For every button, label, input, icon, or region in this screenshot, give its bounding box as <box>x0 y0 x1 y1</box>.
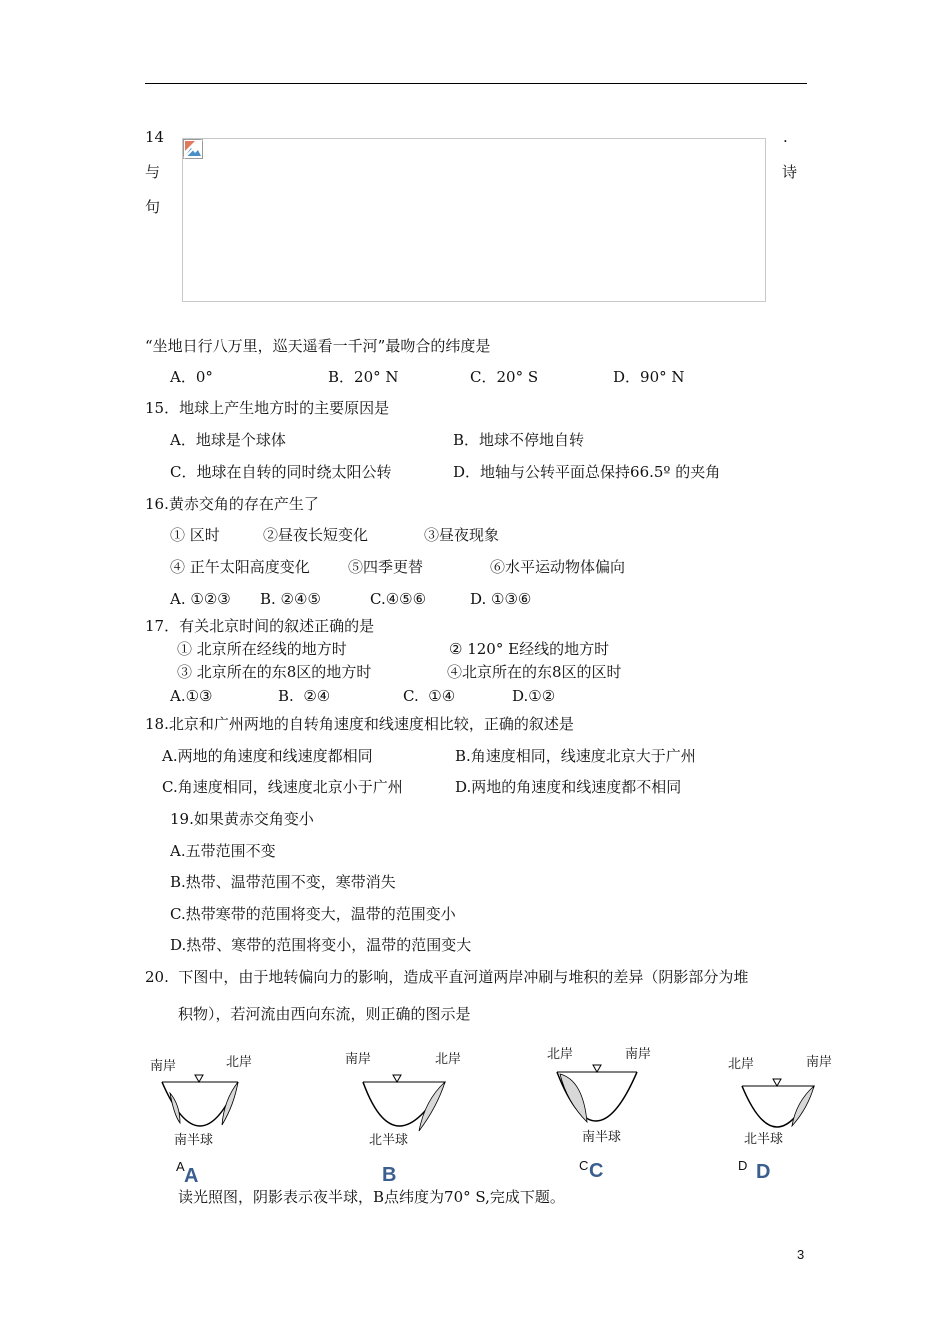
q15-option-d: D．地轴与公转平面总保持66.5º 的夹角 <box>453 463 721 481</box>
q14-left-char-2: 句 <box>145 198 161 216</box>
q17-item-3: ③ 北京所在的东8区的地方时 <box>177 663 372 681</box>
q16-option-b: B. ②④⑤ <box>260 590 321 608</box>
q14-option-b: B．20° N <box>328 368 399 386</box>
diagram-d-hemisphere: 北半球 <box>744 1131 784 1146</box>
q14-right-char-1: . <box>783 128 788 146</box>
q19-option-c: C.热带寒带的范围将变大，温带的范围变小 <box>170 905 456 923</box>
diagram-b-label: B <box>382 1164 397 1186</box>
diagram-a-right-bank: 北岸 <box>226 1054 253 1069</box>
q19-stem: 19.如果黄赤交角变小 <box>170 810 314 828</box>
q17-item-2: ② 120° E经线的地方时 <box>449 640 610 658</box>
diagram-c-small-label: C <box>579 1158 589 1173</box>
diagram-d-right-bank: 南岸 <box>806 1054 833 1069</box>
diagram-d-label: D <box>756 1161 771 1183</box>
q19-option-a: A.五带范围不变 <box>170 842 276 860</box>
q14-left-char-1: 与 <box>145 163 161 181</box>
q16-option-c: C.④⑤⑥ <box>370 590 427 608</box>
broken-image-icon <box>183 139 203 159</box>
q15-option-b: B．地球不停地自转 <box>453 431 585 449</box>
next-section-instruction: 读光照图，阴影表示夜半球，B点纬度为70° S,完成下题。 <box>178 1188 565 1206</box>
q16-option-d: D. ①③⑥ <box>470 590 532 608</box>
diagram-a-left-bank: 南岸 <box>150 1058 177 1073</box>
q17-option-d: D.①② <box>512 687 556 705</box>
q18-option-a: A.两地的角速度和线速度都相同 <box>162 747 373 765</box>
page-number: 3 <box>797 1247 805 1262</box>
q16-option-a: A. ①②③ <box>170 590 231 608</box>
river-diagram-d <box>728 1050 838 1195</box>
q18-option-c: C.角速度相同，线速度北京小于广州 <box>162 778 403 796</box>
q16-stem: 16.黄赤交角的存在产生了 <box>145 495 319 513</box>
q16-item-1: ① 区时 <box>170 526 220 544</box>
river-diagram-c <box>545 1040 675 1195</box>
diagram-d-small-label: D <box>738 1158 748 1173</box>
q16-item-3: ③昼夜现象 <box>424 526 500 544</box>
q14-option-c: C．20° S <box>470 368 539 386</box>
q20-stem-line-1: 20. 下图中，由于地转偏向力的影响，造成平直河道两岸冲刷与堆积的差异（阴影部分为堆 <box>145 968 749 986</box>
q14-number: 14 <box>145 128 165 146</box>
q16-item-4: ④ 正午太阳高度变化 <box>170 558 310 576</box>
diagram-c-left-bank: 北岸 <box>547 1046 574 1061</box>
diagram-c-label: C <box>589 1160 604 1182</box>
diagram-b-right-bank: 北岸 <box>435 1051 462 1066</box>
diagram-a-label: A <box>184 1165 199 1187</box>
q14-option-d: D．90° N <box>613 368 685 386</box>
q15-option-c: C．地球在自转的同时绕太阳公转 <box>170 463 392 481</box>
diagram-b-left-bank: 南岸 <box>345 1051 372 1066</box>
q18-option-d: D.两地的角速度和线速度都不相同 <box>455 778 682 796</box>
diagram-a-small-label: A <box>176 1159 185 1174</box>
diagram-c-right-bank: 南岸 <box>625 1046 652 1061</box>
q17-stem: 17．有关北京时间的叙述正确的是 <box>145 617 375 635</box>
q17-item-4: ④北京所在的东8区的区时 <box>447 663 622 681</box>
q17-item-1: ① 北京所在经线的地方时 <box>177 640 347 658</box>
diagram-d-left-bank: 北岸 <box>728 1056 755 1071</box>
q17-option-b: B. ②④ <box>278 687 331 705</box>
missing-image-frame <box>182 138 766 302</box>
q19-option-d: D.热带、寒带的范围将变小，温带的范围变大 <box>170 936 472 954</box>
river-diagram-b <box>345 1045 470 1195</box>
diagram-b-hemisphere: 北半球 <box>369 1132 409 1147</box>
q16-item-6: ⑥水平运动物体偏向 <box>490 558 626 576</box>
q14-option-a: A．0° <box>170 368 213 386</box>
q19-option-b: B.热带、温带范围不变，寒带消失 <box>170 873 396 891</box>
q14-stem: “坐地日行八万里，巡天遥看一千河”最吻合的纬度是 <box>145 337 491 355</box>
river-diagram-a <box>150 1045 270 1195</box>
header-rule <box>145 83 807 84</box>
q18-option-b: B.角速度相同，线速度北京大于广州 <box>455 747 696 765</box>
diagram-a-hemisphere: 南半球 <box>174 1132 214 1147</box>
q20-stem-line-2: 积物），若河流由西向东流，则正确的图示是 <box>178 1005 471 1023</box>
q14-right-char-2: 诗 <box>782 163 798 181</box>
q16-item-2: ②昼夜长短变化 <box>263 526 369 544</box>
q15-stem: 15．地球上产生地方时的主要原因是 <box>145 399 390 417</box>
q15-option-a: A．地球是个球体 <box>170 431 286 449</box>
q17-option-a: A.①③ <box>170 687 213 705</box>
diagram-c-hemisphere: 南半球 <box>582 1129 622 1144</box>
q16-item-5: ⑤四季更替 <box>348 558 424 576</box>
q17-option-c: C. ①④ <box>403 687 456 705</box>
q18-stem: 18.北京和广州两地的自转角速度和线速度相比较，正确的叙述是 <box>145 715 574 733</box>
